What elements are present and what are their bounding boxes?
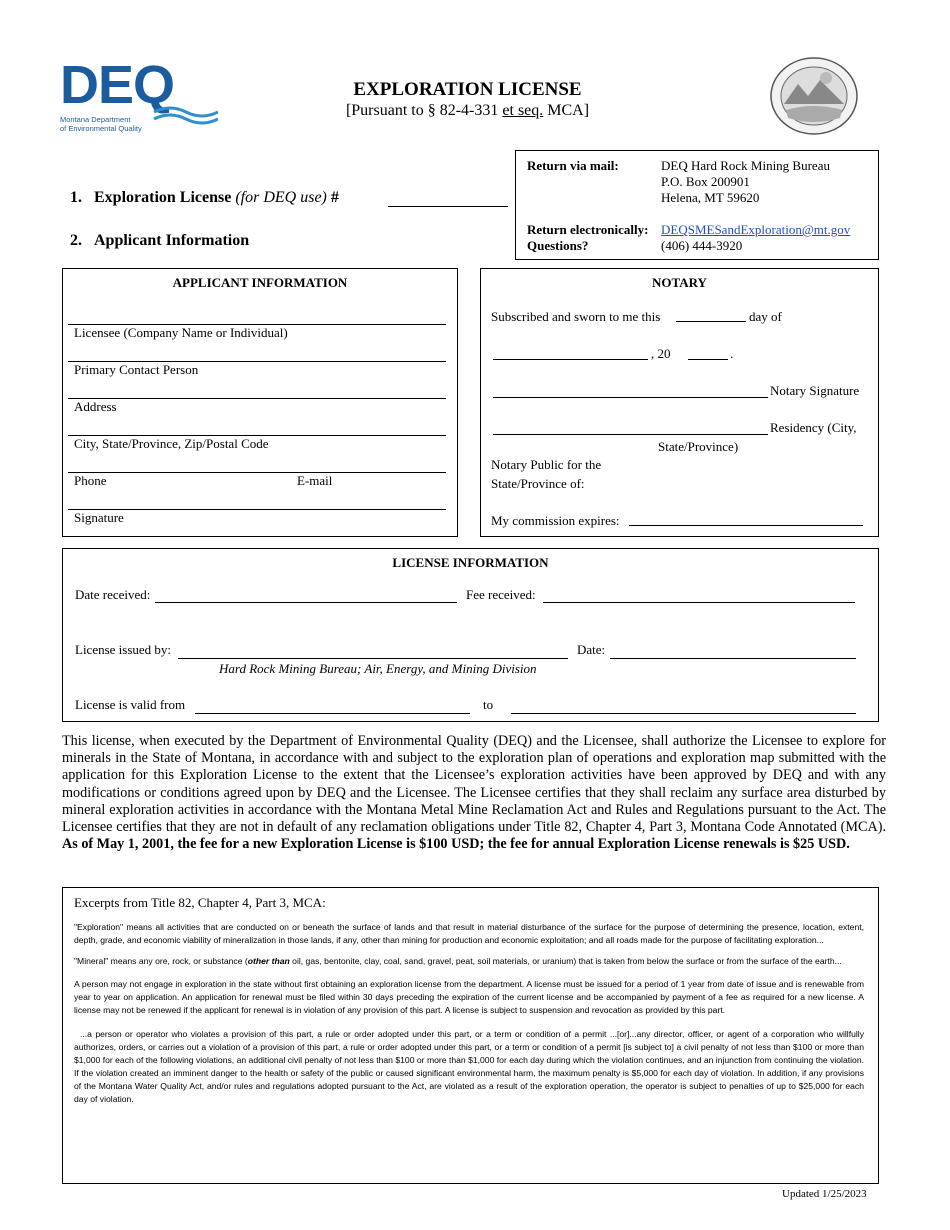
excerpt-exploration: "Exploration" means all activities that are conducted on or beneath the surface of lands and that result in material disturbance of the surface for the purpose of determining the presence, location, extent, depth, grade, and economic viability of mineralization in those lands, if any, other than mining for production and economic exploitation; and all roads made for the purpose of facilitating exploration...: [74, 922, 864, 945]
updated-date: Updated 1/25/2023: [782, 1188, 867, 1200]
notary-residency-label: Residency (City,: [770, 420, 857, 435]
fee-received-label: Fee received:: [466, 587, 536, 602]
license-info-heading: LICENSE INFORMATION: [392, 555, 549, 570]
return-mail-address: DEQ Hard Rock Mining Bureau P.O. Box 200901 Helena, MT 59620: [661, 158, 830, 205]
phone-email-field[interactable]: [68, 472, 446, 473]
logo-letters: DEQ: [60, 55, 175, 115]
valid-from-label: License is valid from: [75, 697, 186, 712]
date-received-field[interactable]: [155, 602, 457, 603]
license-number-field[interactable]: [388, 206, 508, 207]
valid-to-field[interactable]: [511, 713, 856, 714]
page-subtitle: [Pursuant to § 82-4-331 et seq. MCA]: [345, 102, 590, 119]
excerpt-penalties: ...a person or operator who violates a provision of this part, a rule or order adopted under this part, or a term or condition of a permit ...[or]...any director, officer, or agent of a corporation who willfully authorizes, orders, or carries out a violation of a provision of this part, a rule or order adopted under this part, or a term or condition of a permit [is subject to] a civil penalty of not less than $100 or more than $1,000 for each of the following violations, an additional civil penalty of not less than $100 or more than $1,000 for each day during which the violation continues, and an injunction from continuing the violation. If the violation created an imminent danger to the health or safety of the public or caused significant environmental harm, the maximum penalty is $5,000 for each day of violation. In addition, if any provisions of the Montana Water Quality Act, and/or rules and regulations adopted pursuant to the Act, are violated as a result of the exploration operation, the operator is subject to penalties of up to $25,000 for each day of violation.: [74, 1029, 864, 1104]
notary-year-prefix: , 20: [651, 346, 671, 361]
email-label: E-mail: [297, 473, 333, 488]
logo-line2: of Environmental Quality: [60, 124, 142, 133]
notary-signature-label: Notary Signature: [770, 383, 860, 398]
logo-line1: Montana Department: [60, 115, 131, 124]
issue-date-label: Date:: [577, 642, 606, 657]
section-1-heading: 1. Exploration License (for DEQ use) #: [70, 189, 339, 206]
notary-signature-field[interactable]: [493, 397, 768, 398]
notary-commission-label: My commission expires:: [491, 513, 620, 528]
notary-residency-field[interactable]: [493, 434, 768, 435]
questions-phone: (406) 444-3920: [661, 238, 743, 253]
section-2-heading: 2. Applicant Information: [70, 232, 250, 249]
signature-field[interactable]: [68, 509, 446, 510]
return-mail-label: Return via mail:: [527, 158, 619, 173]
notary-day-of-label: day of: [749, 309, 782, 324]
phone-label: Phone: [74, 473, 107, 488]
issued-by-note: Hard Rock Mining Bureau; Air, Energy, and Mining Division: [219, 661, 537, 676]
license-terms-paragraph: This license, when executed by the Department of Environmental Quality (DEQ) and the Licensee, shall authorize the Licensee to explore for minerals in the State of Montana, in accordance with and subject to the exploration plan of operations and exploration map submitted with the application for this Exploration License to the extent that the Licensee’s exploration activities have been approved by DEQ and with any modifications or conditions agreed upon by DEQ and the Licensee. The Licensee certifies that they shall reclaim any surface area disturbed by mineral exploration activities in accordance with the Montana Metal Mine Reclamation Act and Rules and Regulations pursuant to the Act. The Licensee certifies that they are not in default of any reclamation obligations under Title 82, Chapter 4, Part 3, Montana Code Annotated (MCA). As of May 1, 2001, the fee for a new Exploration License is $100 USD; the fee for annual Exploration License renewals is $25 USD.: [62, 733, 886, 853]
contact-label: Primary Contact Person: [74, 362, 199, 377]
excerpts-text: [74, 921, 864, 1106]
notary-year-suffix: .: [730, 346, 734, 361]
address-label: Address: [74, 399, 117, 414]
notary-state-label: State/Province of:: [491, 476, 585, 491]
notary-commission-field[interactable]: [629, 525, 863, 526]
state-seal-icon: [768, 56, 860, 136]
fee-received-field[interactable]: [543, 602, 855, 603]
excerpt-mineral: "Mineral" means any ore, rock, or substance (other than oil, gas, bentonite, clay, coal, sand, gravel, peat, soil materials, or uranium) that is taken from below the surface or from the surface of the earth...: [74, 956, 842, 966]
issue-date-field[interactable]: [610, 658, 856, 659]
notary-year-field[interactable]: [688, 359, 728, 360]
applicant-info-box: [62, 268, 458, 537]
notary-heading: NOTARY: [652, 275, 707, 290]
signature-label: Signature: [74, 510, 124, 525]
valid-to-label: to: [483, 697, 494, 712]
questions-label: Questions?: [527, 238, 589, 253]
valid-from-field[interactable]: [195, 713, 470, 714]
return-email-link[interactable]: DEQSMESandExploration@mt.gov: [661, 222, 851, 237]
issued-by-label: License issued by:: [75, 642, 172, 657]
excerpts-heading: Excerpts from Title 82, Chapter 4, Part 3, MCA:: [74, 895, 326, 910]
issued-by-field[interactable]: [178, 658, 568, 659]
notary-residency-label-2: State/Province): [658, 439, 739, 454]
return-electronic-label: Return electronically:: [527, 222, 649, 237]
city-label: City, State/Province, Zip/Postal Code: [74, 436, 269, 451]
applicant-heading: APPLICANT INFORMATION: [172, 275, 348, 290]
license-info-box: [62, 548, 879, 722]
date-received-label: Date received:: [75, 587, 151, 602]
notary-public-label: Notary Public for the: [491, 457, 602, 472]
notary-day-field[interactable]: [676, 321, 746, 322]
page-title: EXPLORATION LICENSE: [353, 79, 582, 100]
address-field[interactable]: [68, 398, 446, 399]
licensee-label: Licensee (Company Name or Individual): [74, 325, 288, 340]
notary-month-field[interactable]: [493, 359, 648, 360]
excerpt-license-requirement: A person may not engage in exploration in the state without first obtaining an exploration license from the department. A license must be issued for a period of 1 year from date of issue and is renewable from year to year on application. An application for renewal must be filed within 30 days preceding the expiration of the current license and be accompanied by payment of a fee as required for a new license. A license may not be renewed if the applicant for renewal is in violation of any provision of this part. A license is subject to suspension and revocation as provided by this part.: [74, 979, 864, 1015]
notary-sworn-label: Subscribed and sworn to me this: [491, 309, 661, 324]
